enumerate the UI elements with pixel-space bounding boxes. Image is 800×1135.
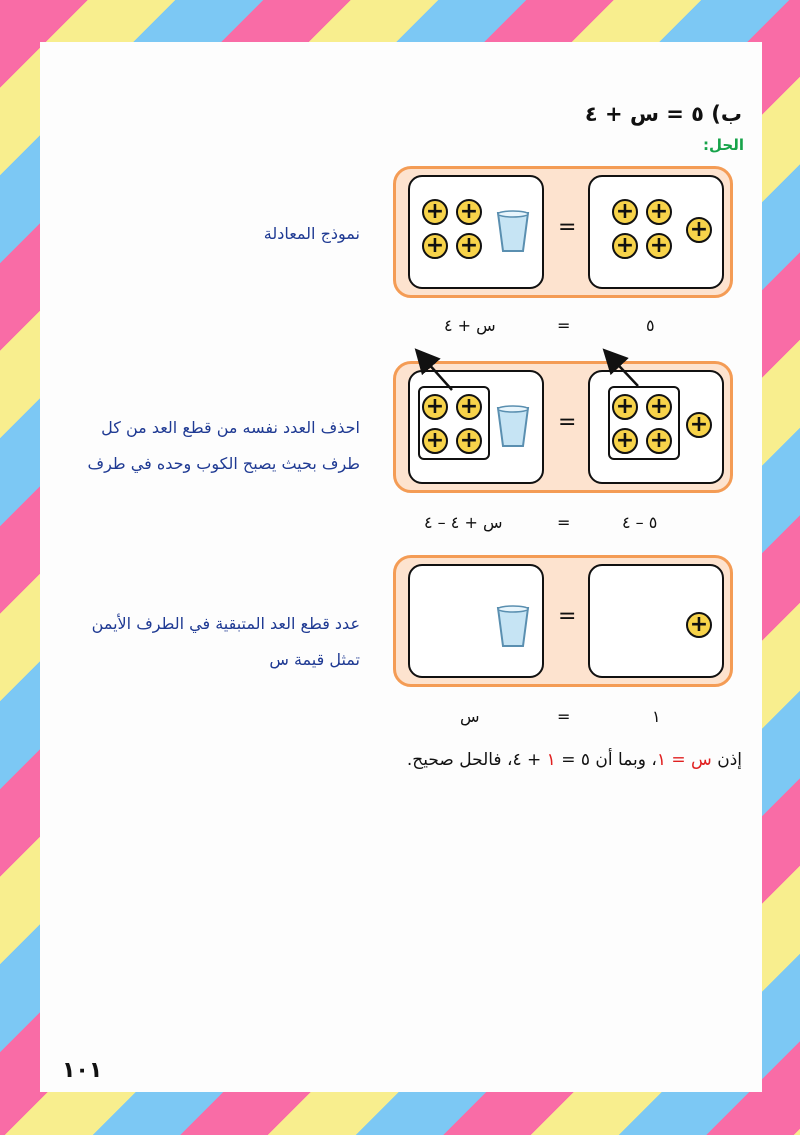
step1-right-expr: ٥ xyxy=(646,316,655,335)
model-panel-3 xyxy=(393,555,733,687)
step2-equals: = xyxy=(557,513,571,532)
counter-tile: + xyxy=(646,199,672,225)
step1-left-expr: س + ٤ xyxy=(444,316,496,335)
problem-title: ب) ٥ = س + ٤ xyxy=(584,102,742,126)
counter-tile: + xyxy=(646,428,672,454)
step3-line1: عدد قطع العد المتبقية في الطرف الأيمن xyxy=(91,614,360,633)
counter-tile: + xyxy=(686,217,712,243)
equals-sign: = xyxy=(558,410,577,435)
right-side xyxy=(588,564,724,678)
step1-description: نموذج المعادلة xyxy=(263,224,360,243)
conclusion-part1: إذن xyxy=(711,750,742,770)
counter-tile: + xyxy=(686,412,712,438)
arrow-right xyxy=(606,352,638,386)
counter-tile: + xyxy=(612,394,638,420)
counter-tile: + xyxy=(612,428,638,454)
step3-line2: تمثل قيمة س xyxy=(269,650,360,669)
counter-tile: + xyxy=(646,233,672,259)
step2-line1: احذف العدد نفسه من قطع العد من كل xyxy=(101,418,360,437)
step3-equals: = xyxy=(557,707,571,726)
step3-left-expr: س xyxy=(460,707,480,726)
counter-tile: + xyxy=(646,394,672,420)
step2-left-expr: س + ٤ – ٤ xyxy=(424,513,503,532)
cup-icon xyxy=(494,604,532,650)
counter-tile: + xyxy=(456,394,482,420)
step3-right-expr: ١ xyxy=(652,707,661,726)
arrow-left xyxy=(418,352,452,390)
equals-sign: = xyxy=(558,215,577,240)
counter-tile: + xyxy=(612,233,638,259)
counter-tile: + xyxy=(422,199,448,225)
counter-tile: + xyxy=(422,428,448,454)
counter-tile: + xyxy=(456,199,482,225)
counter-tile: + xyxy=(456,428,482,454)
equals-sign: = xyxy=(558,604,577,629)
step1-equals: = xyxy=(557,316,571,335)
step3-description xyxy=(60,606,360,678)
conclusion-part2: ، وبما أن ٥ = xyxy=(555,750,657,770)
left-side xyxy=(408,564,544,678)
conclusion xyxy=(407,750,742,770)
page-number: ١٠١ xyxy=(62,1058,103,1083)
step2-right-expr: ٥ – ٤ xyxy=(622,513,658,532)
conclusion-part3: + ٤، فالحل صحيح. xyxy=(406,750,547,770)
step2-line2: طرف بحيث يصبح الكوب وحده في طرف xyxy=(87,454,360,473)
counter-tile: + xyxy=(422,233,448,259)
counter-tile: + xyxy=(456,233,482,259)
solution-label: الحل: xyxy=(703,136,744,154)
conclusion-one: ١ xyxy=(546,750,556,770)
conclusion-var: س = ١ xyxy=(656,750,712,770)
counter-tile: + xyxy=(612,199,638,225)
counter-tile: + xyxy=(686,612,712,638)
counter-tile: + xyxy=(422,394,448,420)
